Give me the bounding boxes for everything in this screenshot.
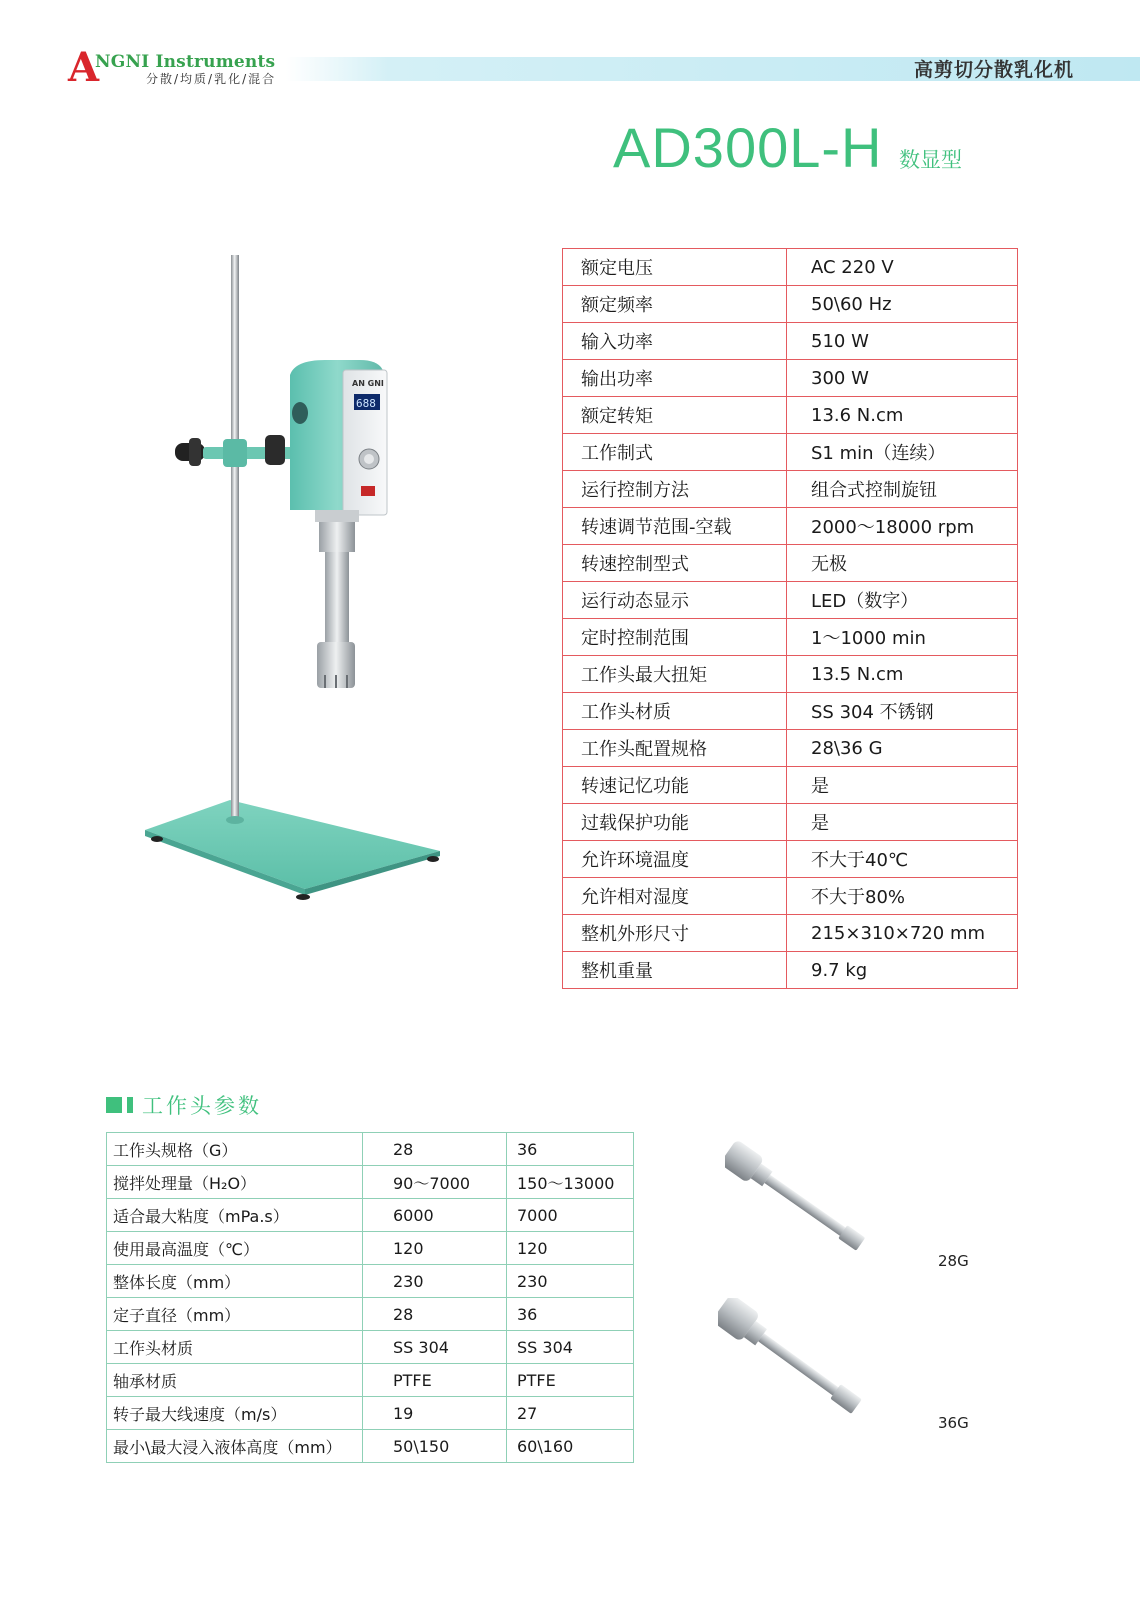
- spec-label: 工作头材质: [563, 693, 787, 730]
- spec-value: 13.6 N.cm: [787, 397, 1018, 434]
- spec-value: 是: [787, 804, 1018, 841]
- spec-value: 13.5 N.cm: [787, 656, 1018, 693]
- work-head-28g-image: [725, 1140, 885, 1270]
- spec-label: 定时控制范围: [563, 619, 787, 656]
- work-head-row: [107, 1133, 634, 1166]
- value-36g: 120: [507, 1232, 634, 1265]
- stand-base: [145, 800, 440, 889]
- spec-value: 510 W: [787, 323, 1018, 360]
- section-square-icon: [106, 1097, 122, 1113]
- spec-label: 转速调节范围-空载: [563, 508, 787, 545]
- value-36g: SS 304: [507, 1331, 634, 1364]
- spec-row: [563, 767, 1018, 804]
- value-28g: SS 304: [363, 1331, 507, 1364]
- value-28g: 230: [363, 1265, 507, 1298]
- spec-value: SS 304 不锈钢: [787, 693, 1018, 730]
- logo-name: NGNI Instruments: [95, 52, 276, 72]
- page-header: [0, 0, 1140, 100]
- spec-label: 输入功率: [563, 323, 787, 360]
- spec-row: [563, 471, 1018, 508]
- spec-label: 工作头最大扭矩: [563, 656, 787, 693]
- value-36g: 230: [507, 1265, 634, 1298]
- value-36g: 27: [507, 1397, 634, 1430]
- spec-row: [563, 434, 1018, 471]
- value-36g: 36: [507, 1133, 634, 1166]
- spec-row: [563, 841, 1018, 878]
- value-28g: PTFE: [363, 1364, 507, 1397]
- spec-value: S1 min（连续）: [787, 434, 1018, 471]
- category-title: 高剪切分散乳化机: [913, 59, 1074, 81]
- stand-rod: [231, 255, 239, 820]
- spec-label: 过载保护功能: [563, 804, 787, 841]
- tool-label-28g: 28G: [938, 1252, 969, 1270]
- value-36g: 150～13000: [507, 1166, 634, 1199]
- value-36g: 60\160: [507, 1430, 634, 1463]
- spec-label: 允许环境温度: [563, 841, 787, 878]
- spec-row: [563, 545, 1018, 582]
- work-head-table: [106, 1132, 634, 1463]
- spec-row: [563, 619, 1018, 656]
- param-label: 使用最高温度（℃）: [107, 1232, 363, 1265]
- param-label: 整体长度（mm）: [107, 1265, 363, 1298]
- param-label: 搅拌处理量（H₂O）: [107, 1166, 363, 1199]
- spec-label: 额定转矩: [563, 397, 787, 434]
- work-head-36g-image: [718, 1298, 888, 1428]
- model-title: AD300L-H: [613, 116, 883, 179]
- spec-label: 允许相对湿度: [563, 878, 787, 915]
- param-label: 最小\最大浸入液体高度（mm）: [107, 1430, 363, 1463]
- spec-value: 组合式控制旋钮: [787, 471, 1018, 508]
- value-28g: 90～7000: [363, 1166, 507, 1199]
- spec-value: AC 220 V: [787, 249, 1018, 286]
- spec-label: 运行动态显示: [563, 582, 787, 619]
- work-head-row: [107, 1430, 634, 1463]
- spec-row: [563, 286, 1018, 323]
- spec-row: [563, 582, 1018, 619]
- work-head-row: [107, 1298, 634, 1331]
- spec-value: 无极: [787, 545, 1018, 582]
- spec-value: 28\36 G: [787, 730, 1018, 767]
- spec-row: [563, 804, 1018, 841]
- logo-letter: A: [68, 44, 100, 91]
- spec-row: [563, 952, 1018, 989]
- spec-row: [563, 878, 1018, 915]
- spec-value: 不大于80%: [787, 878, 1018, 915]
- spec-row: [563, 693, 1018, 730]
- work-head-row: [107, 1397, 634, 1430]
- spec-table: [562, 248, 1018, 989]
- work-head-row: [107, 1331, 634, 1364]
- section-bar-icon: [127, 1097, 133, 1113]
- spec-row: [563, 323, 1018, 360]
- spec-value: 不大于40℃: [787, 841, 1018, 878]
- value-36g: 7000: [507, 1199, 634, 1232]
- spec-label: 输出功率: [563, 360, 787, 397]
- spec-label: 工作头配置规格: [563, 730, 787, 767]
- work-head-row: [107, 1166, 634, 1199]
- work-head-row: [107, 1364, 634, 1397]
- tool-label-36g: 36G: [938, 1414, 969, 1432]
- spec-value: LED（数字）: [787, 582, 1018, 619]
- spec-label: 整机重量: [563, 952, 787, 989]
- spec-label: 转速控制型式: [563, 545, 787, 582]
- work-head-row: [107, 1265, 634, 1298]
- value-36g: PTFE: [507, 1364, 634, 1397]
- work-head-row: [107, 1199, 634, 1232]
- spec-row: [563, 730, 1018, 767]
- spec-value: 300 W: [787, 360, 1018, 397]
- section-title: 工作头参数: [142, 1094, 262, 1118]
- value-36g: 36: [507, 1298, 634, 1331]
- value-28g: 28: [363, 1298, 507, 1331]
- value-28g: 50\150: [363, 1430, 507, 1463]
- spec-row: [563, 915, 1018, 952]
- mixer-illustration: [145, 255, 455, 915]
- model-variant: 数显型: [899, 148, 962, 172]
- spec-label: 运行控制方法: [563, 471, 787, 508]
- spec-label: 额定电压: [563, 249, 787, 286]
- spec-value: 2000～18000 rpm: [787, 508, 1018, 545]
- spec-row: [563, 508, 1018, 545]
- spec-value: 215×310×720 mm: [787, 915, 1018, 952]
- spec-value: 是: [787, 767, 1018, 804]
- brand-logo: [68, 44, 298, 91]
- value-28g: 19: [363, 1397, 507, 1430]
- spec-row: [563, 656, 1018, 693]
- spec-row: [563, 360, 1018, 397]
- param-label: 轴承材质: [107, 1364, 363, 1397]
- spec-row: [563, 397, 1018, 434]
- spec-label: 转速记忆功能: [563, 767, 787, 804]
- spec-label: 整机外形尺寸: [563, 915, 787, 952]
- spec-row: [563, 249, 1018, 286]
- spec-value: 9.7 kg: [787, 952, 1018, 989]
- param-label: 工作头材质: [107, 1331, 363, 1364]
- spec-value: 50\60 Hz: [787, 286, 1018, 323]
- work-head-row: [107, 1232, 634, 1265]
- spec-value: 1～1000 min: [787, 619, 1018, 656]
- param-label: 工作头规格（G）: [107, 1133, 363, 1166]
- param-label: 定子直径（mm）: [107, 1298, 363, 1331]
- value-28g: 6000: [363, 1199, 507, 1232]
- value-28g: 120: [363, 1232, 507, 1265]
- value-28g: 28: [363, 1133, 507, 1166]
- spec-label: 额定频率: [563, 286, 787, 323]
- display-digits: 688: [356, 397, 376, 410]
- param-label: 转子最大线速度（m/s）: [107, 1397, 363, 1430]
- logo-tagline: 分散/均质/乳化/混合: [146, 72, 277, 86]
- svg-text:AN GNI: AN GNI: [352, 379, 384, 388]
- power-switch: [361, 486, 375, 496]
- spec-label: 工作制式: [563, 434, 787, 471]
- param-label: 适合最大粘度（mPa.s）: [107, 1199, 363, 1232]
